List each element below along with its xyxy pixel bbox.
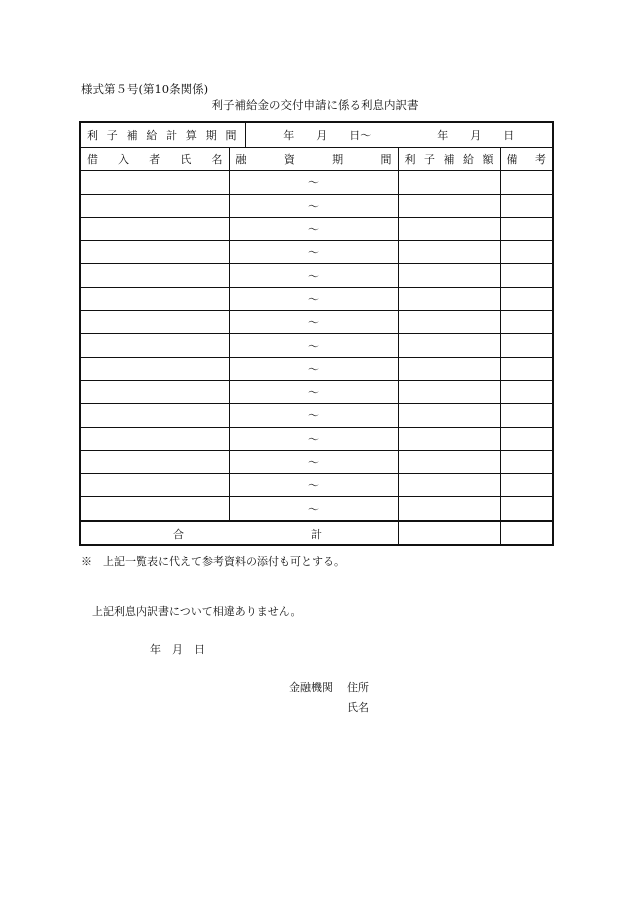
table-row	[80, 404, 553, 427]
table-row	[80, 171, 553, 194]
loan-period-cell[interactable]	[229, 474, 398, 497]
table-row	[80, 194, 553, 217]
subsidy-cell[interactable]	[398, 194, 500, 217]
table-row	[80, 474, 553, 497]
loan-period-cell[interactable]	[229, 194, 398, 217]
borrower-cell[interactable]	[80, 264, 229, 287]
total-remarks-cell[interactable]	[500, 521, 553, 545]
loan-period-cell[interactable]	[229, 311, 398, 334]
loan-period-cell[interactable]	[229, 171, 398, 194]
remarks-cell[interactable]	[500, 497, 553, 521]
remarks-cell[interactable]	[500, 264, 553, 287]
borrower-cell[interactable]	[80, 311, 229, 334]
table-row	[80, 357, 553, 380]
table-row	[80, 427, 553, 450]
address-label: 住所	[347, 681, 369, 694]
table-row	[80, 287, 553, 310]
total-label-right: 計	[311, 527, 322, 541]
period-tilde: ～	[308, 456, 319, 469]
note: ※ 上記一覧表に代えて参考資料の添付も可とする。	[81, 555, 345, 568]
remarks-cell[interactable]	[500, 311, 553, 334]
table-row	[80, 217, 553, 240]
subsidy-cell[interactable]	[398, 497, 500, 521]
period-tilde: ～	[308, 199, 319, 213]
total-label-cell	[80, 521, 398, 545]
table-row	[80, 450, 553, 473]
confirmation-text: 上記利息内訳書について相違ありません。	[92, 605, 302, 618]
table-row	[80, 334, 553, 357]
period-tilde: ～	[308, 409, 319, 423]
subsidy-cell[interactable]	[398, 241, 500, 264]
loan-period-cell[interactable]	[229, 380, 398, 403]
period-tilde: ～	[308, 176, 319, 190]
header-loan-period: 融資期間	[229, 148, 398, 171]
header-borrower: 借入者氏名	[80, 148, 229, 171]
subsidy-cell[interactable]	[398, 380, 500, 403]
loan-period-cell[interactable]	[229, 334, 398, 357]
subsidy-cell[interactable]	[398, 427, 500, 450]
borrower-cell[interactable]	[80, 171, 229, 194]
bank-label: 金融機関	[289, 681, 333, 694]
remarks-cell[interactable]	[500, 450, 553, 473]
calc-period-row	[80, 122, 553, 148]
period-tilde: ～	[308, 502, 319, 516]
remarks-cell[interactable]	[500, 427, 553, 450]
borrower-cell[interactable]	[80, 241, 229, 264]
date-line: 年 月 日	[150, 643, 205, 656]
remarks-cell[interactable]	[500, 241, 553, 264]
borrower-cell[interactable]	[80, 380, 229, 403]
loan-period-cell[interactable]	[229, 427, 398, 450]
period-tilde: ～	[308, 223, 319, 237]
period-tilde: ～	[308, 362, 319, 376]
subsidy-cell[interactable]	[398, 264, 500, 287]
loan-period-cell[interactable]	[229, 404, 398, 427]
table-row	[80, 380, 553, 403]
borrower-cell[interactable]	[80, 287, 229, 310]
remarks-cell[interactable]	[500, 171, 553, 194]
subsidy-cell[interactable]	[398, 217, 500, 240]
borrower-cell[interactable]	[80, 474, 229, 497]
period-tilde: ～	[308, 246, 319, 260]
remarks-cell[interactable]	[500, 194, 553, 217]
remarks-cell[interactable]	[500, 380, 553, 403]
borrower-cell[interactable]	[80, 357, 229, 380]
interest-breakdown-table	[79, 121, 552, 546]
subsidy-cell[interactable]	[398, 287, 500, 310]
total-row	[80, 521, 553, 545]
period-tilde: ～	[308, 292, 319, 306]
table-row	[80, 497, 553, 521]
borrower-cell[interactable]	[80, 427, 229, 450]
borrower-cell[interactable]	[80, 194, 229, 217]
remarks-cell[interactable]	[500, 474, 553, 497]
borrower-cell[interactable]	[80, 404, 229, 427]
period-tilde: ～	[308, 339, 319, 353]
subsidy-cell[interactable]	[398, 334, 500, 357]
total-subsidy-cell[interactable]	[398, 521, 500, 545]
document-title: 利子補給金の交付申請に係る利息内訳書	[211, 98, 419, 112]
remarks-cell[interactable]	[500, 217, 553, 240]
subsidy-cell[interactable]	[398, 404, 500, 427]
period-tilde: ～	[308, 432, 319, 446]
loan-period-cell[interactable]	[229, 217, 398, 240]
loan-period-cell[interactable]	[229, 287, 398, 310]
borrower-cell[interactable]	[80, 450, 229, 473]
table-row	[80, 311, 553, 334]
loan-period-cell[interactable]	[229, 264, 398, 287]
subsidy-cell[interactable]	[398, 171, 500, 194]
subsidy-cell[interactable]	[398, 450, 500, 473]
name-label: 氏名	[347, 701, 369, 714]
header-subsidy: 利子補給額	[398, 148, 500, 171]
loan-period-cell[interactable]	[229, 357, 398, 380]
loan-period-cell[interactable]	[229, 241, 398, 264]
table-row	[80, 241, 553, 264]
borrower-cell[interactable]	[80, 334, 229, 357]
calc-period-label: 利子補給計算期間	[80, 122, 245, 148]
subsidy-cell[interactable]	[398, 311, 500, 334]
loan-period-cell[interactable]	[229, 497, 398, 521]
period-tilde: ～	[308, 479, 319, 493]
remarks-cell[interactable]	[500, 334, 553, 357]
calc-period-value: 年 月 日～ 年 月 日	[245, 122, 553, 148]
header-row	[80, 148, 553, 171]
loan-period-cell[interactable]	[229, 450, 398, 473]
total-label-left: 合	[173, 527, 184, 541]
borrower-cell[interactable]	[80, 497, 229, 521]
subsidy-cell[interactable]	[398, 474, 500, 497]
remarks-cell[interactable]	[500, 357, 553, 380]
table-row	[80, 264, 553, 287]
borrower-cell[interactable]	[80, 217, 229, 240]
period-tilde: ～	[308, 386, 319, 400]
period-tilde: ～	[308, 316, 319, 330]
form-number: 様式第５号(第10条関係)	[81, 82, 209, 96]
remarks-cell[interactable]	[500, 287, 553, 310]
remarks-cell[interactable]	[500, 404, 553, 427]
subsidy-cell[interactable]	[398, 357, 500, 380]
period-tilde: ～	[308, 269, 319, 283]
header-remarks: 備考	[500, 148, 553, 171]
